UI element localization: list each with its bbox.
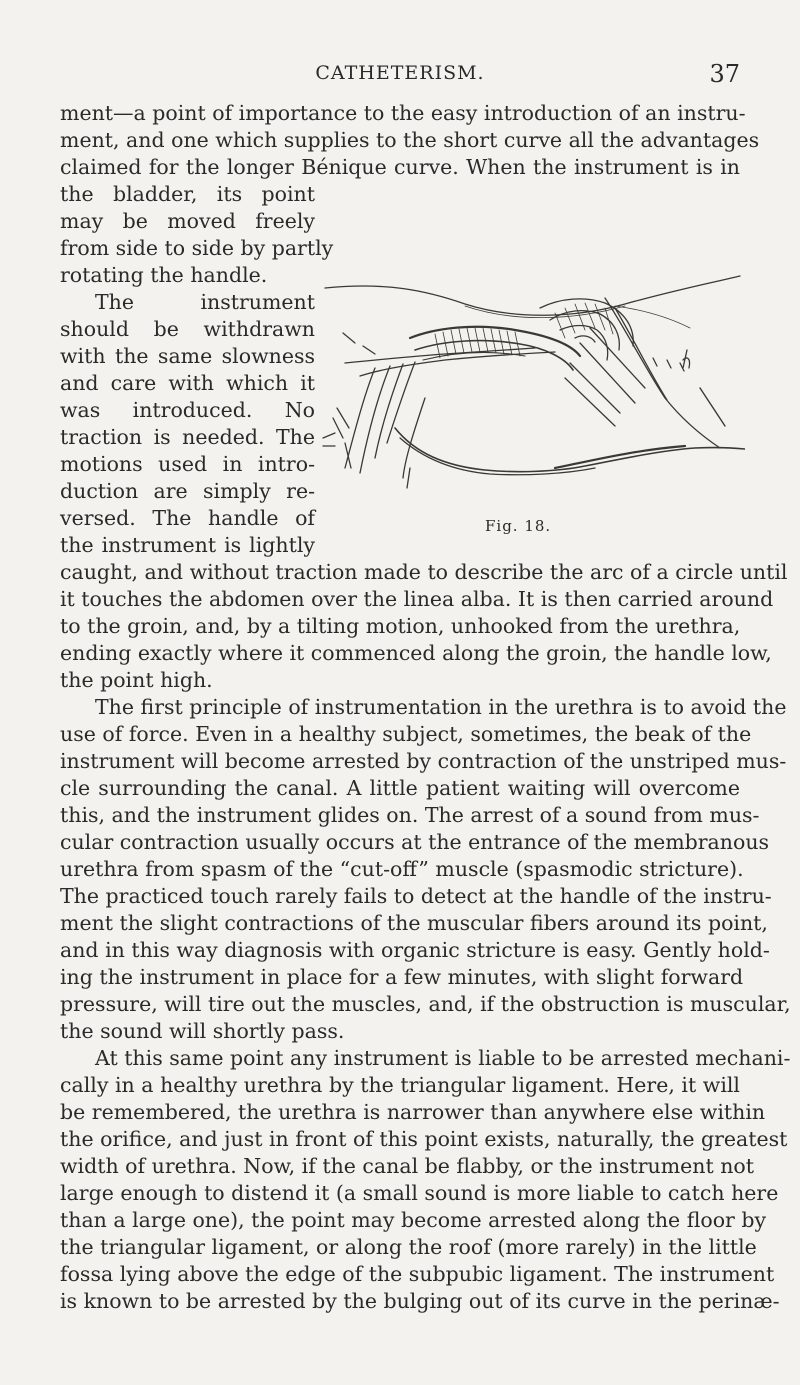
text-line: width of urethra. Now, if the canal be flabby, or the instrument not (60, 1154, 755, 1178)
text-line: The instrument (95, 290, 315, 314)
text-line: and care with which it (60, 371, 315, 395)
text-line: The first principle of instrumentation in the urethra is to avoid the (95, 695, 787, 719)
text-line: should be withdrawn (60, 317, 315, 341)
text-line: ending exactly where it commenced along the groin, the handle low, (60, 641, 772, 665)
text-line: fossa lying above the edge of the subpubic ligament. The instrument (60, 1262, 775, 1286)
text-line: ment the slight contractions of the muscular fibers around its point, (60, 911, 768, 935)
text-line: At this same point any instrument is liable to be arrested mechani- (95, 1046, 791, 1070)
text-line: rotating the handle. (60, 263, 268, 287)
text-line: cle surrounding the canal. A little patient waiting will overcome (60, 776, 740, 800)
text-line: use of force. Even in a healthy subject, sometimes, the beak of the (60, 722, 752, 746)
text-line: traction is needed. The (60, 425, 315, 449)
text-line: ment—a point of importance to the easy introduction of an instru- (60, 101, 746, 125)
text-line: may be moved freely (60, 209, 315, 233)
text-line: the orifice, and just in front of this point exists, naturally, the greatest (60, 1127, 788, 1151)
text-line: is known to be arrested by the bulging out of its curve in the perinæ- (60, 1289, 780, 1313)
text-line: be remembered, the urethra is narrower than anywhere else within (60, 1100, 766, 1124)
text-line: caught, and without traction made to describe the arc of a circle until (60, 560, 788, 584)
text-line: cular contraction usually occurs at the entrance of the membranous (60, 830, 770, 854)
instrument-diagram (315, 268, 745, 528)
text-line: instrument will become arrested by contraction of the unstriped mus- (60, 749, 787, 773)
text-line: cally in a healthy urethra by the triangular ligament. Here, it will (60, 1073, 740, 1097)
text-line: ing the instrument in place for a few minutes, with slight forward (60, 965, 744, 989)
text-line: and in this way diagnosis with organic stricture is easy. Gently hold- (60, 938, 770, 962)
text-line: ment, and one which supplies to the short curve all the advantages (60, 128, 760, 152)
text-line: from side to side by partly (60, 236, 334, 260)
text-line: to the groin, and, by a tilting motion, unhooked from the urethra, (60, 614, 741, 638)
text-line: than a large one), the point may become arrested along the floor by (60, 1208, 767, 1232)
text-line: was introduced. No (60, 398, 315, 422)
page-header (60, 62, 740, 92)
text-line: claimed for the longer Bénique curve. When the instrument is in (60, 155, 740, 179)
text-line: versed. The handle of (60, 506, 315, 530)
page-number: 37 (709, 60, 740, 88)
text-line: this, and the instrument glides on. The arrest of a sound from mus- (60, 803, 760, 827)
text-line: the instrument is lightly (60, 533, 315, 557)
text-line: The practiced touch rarely fails to detect at the handle of the instru- (60, 884, 772, 908)
text-line: the triangular ligament, or along the roof (more rarely) in the little (60, 1235, 757, 1259)
text-line: with the same slowness (60, 344, 315, 368)
text-line: pressure, will tire out the muscles, and, if the obstruction is muscular, (60, 992, 791, 1016)
text-line: the sound will shortly pass. (60, 1019, 345, 1043)
text-line: urethra from spasm of the “cut-off” muscle (spasmodic stricture). (60, 857, 744, 881)
figure-caption: Fig. 18. (485, 517, 552, 535)
text-line: large enough to distend it (a small sound is more liable to catch here (60, 1181, 779, 1205)
text-line: it touches the abdomen over the linea alba. It is then carried around (60, 587, 774, 611)
text-line: the bladder, its point (60, 182, 315, 206)
running-head: CATHETERISM. (315, 62, 485, 84)
figure-18-illustration (315, 268, 745, 528)
text-line: duction are simply re- (60, 479, 315, 503)
text-line: motions used in intro- (60, 452, 315, 476)
text-line: the point high. (60, 668, 213, 692)
